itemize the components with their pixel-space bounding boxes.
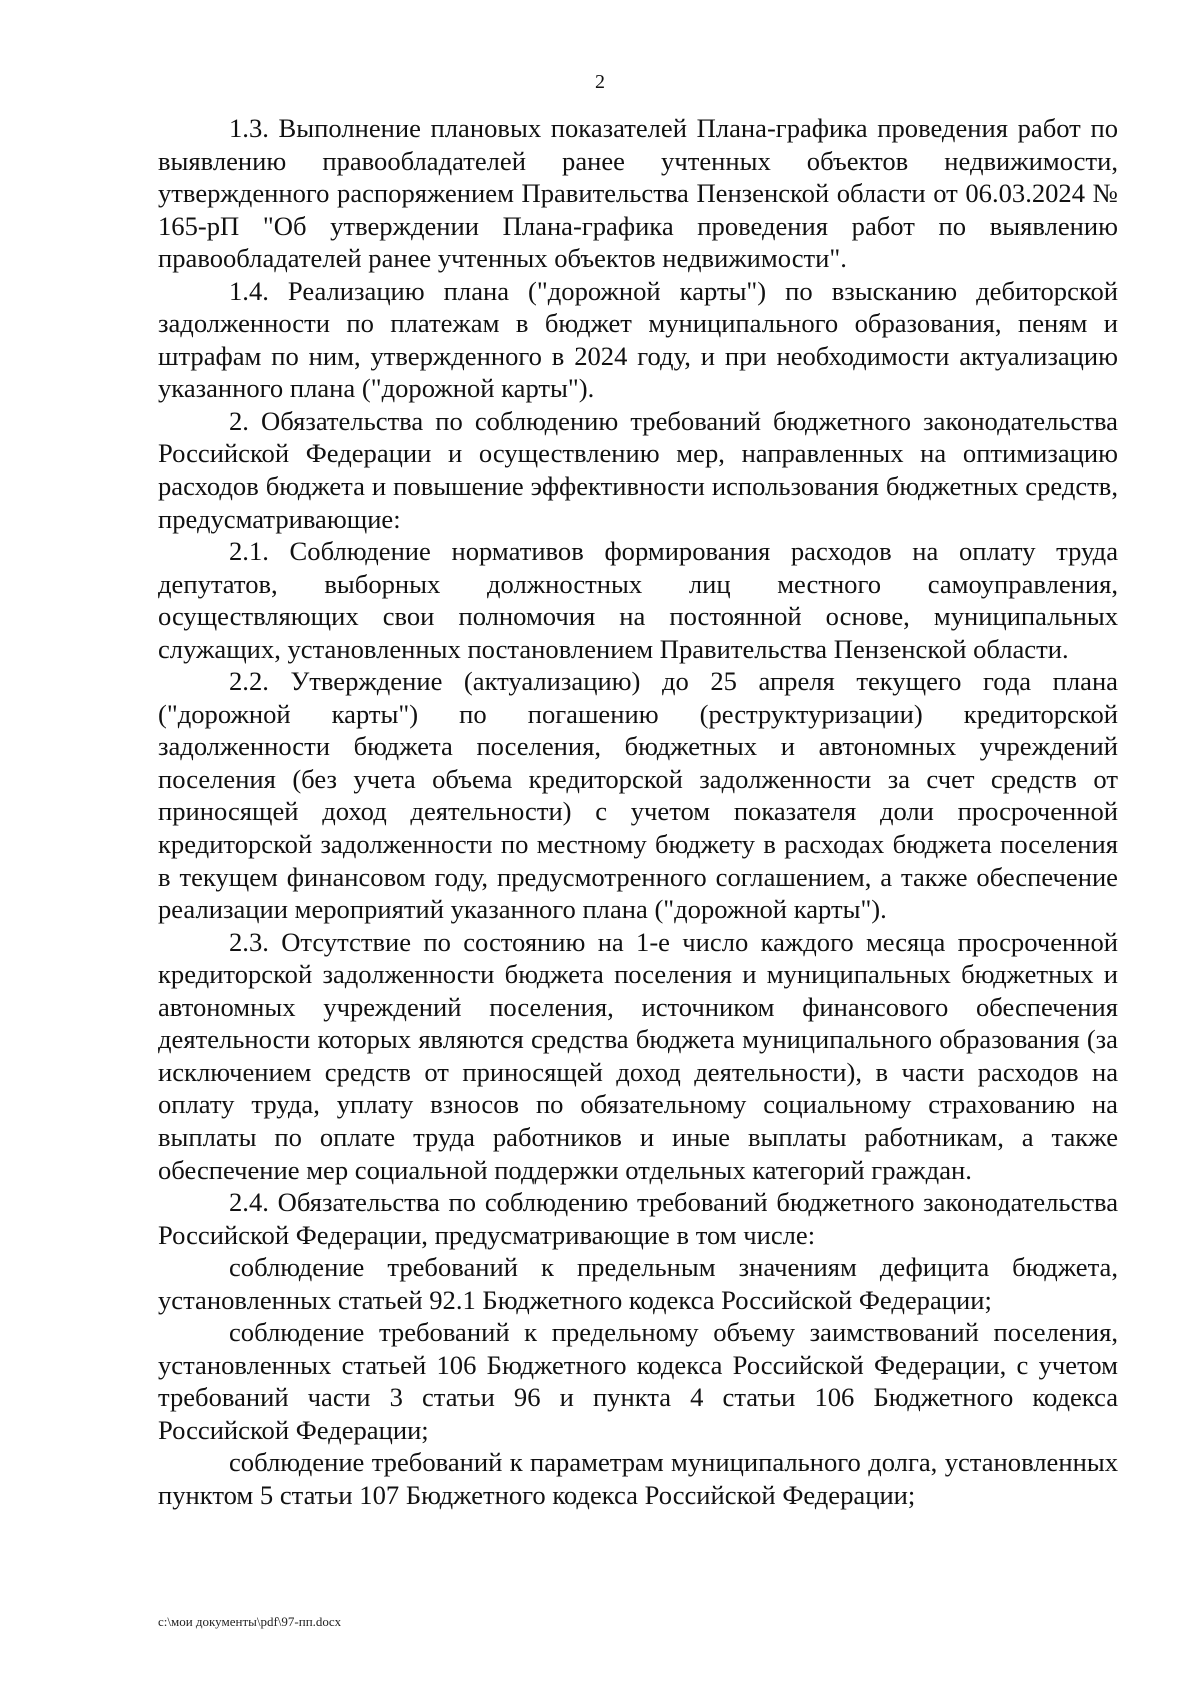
- paragraph-municipal-debt: соблюдение требований к параметрам муниципального долга, установленных пунктом 5 статьи 107 Бюджетного кодекса Российской Федерации;: [158, 1447, 1118, 1510]
- paragraph-2-2: 2.2. Утверждение (актуализацию) до 25 апреля текущего года плана ("дорожной карты") по погашению (реструктуризации) кредиторской задолженности бюджета поселения, бюджетных и автономных учреждений поселения (без учета объема кредиторской задолженности за счет средств от приносящей доход деятельности) с учетом показателя доли просроченной кредиторской задолженности по местному бюджету в расходах бюджета поселения в текущем финансовом году, предусмотренного соглашением, а также обеспечение реализации мероприятий указанного плана ("дорожной карты").: [158, 666, 1118, 925]
- page-number: 2: [595, 71, 605, 93]
- paragraph-1-3: 1.3. Выполнение плановых показателей Плана-графика проведения работ по выявлению правообладателей ранее учтенных объектов недвижимости, утвержденного распоряжением Правительства Пензенской области от 06.03.2024 № 165-рП "Об утверждении Плана-графика проведения работ по выявлению правообладателей ранее учтенных объектов недвижимости".: [158, 113, 1118, 274]
- footer-file-path: c:\мои документы\pdf\97-пп.docx: [158, 1614, 342, 1629]
- document-body: [158, 112, 1118, 1512]
- paragraph-1-4: 1.4. Реализацию плана ("дорожной карты") по взысканию дебиторской задолженности по платежам в бюджет муниципального образования, пеням и штрафам по ним, утвержденного в 2024 году, и при необходимости актуализацию указанного плана ("дорожной карты").: [158, 275, 1118, 404]
- paragraph-2-3: 2.3. Отсутствие по состоянию на 1-е число каждого месяца просроченной кредиторской задолженности бюджета поселения и муниципальных бюджетных и автономных учреждений поселения, источником финансового обеспечения деятельности которых являются средства бюджета муниципального образования (за исключением средств от приносящей доход деятельности), в части расходов на оплату труда, уплату взносов по обязательному социальному страхованию на выплаты по оплате труда работников и иные выплаты работникам, а также обеспечение мер социальной поддержки отдельных категорий граждан.: [158, 926, 1118, 1185]
- paragraph-2-4: 2.4. Обязательства по соблюдению требований бюджетного законодательства Российской Федерации, предусматривающие в том числе:: [158, 1187, 1118, 1250]
- paragraph-borrowing-limits: соблюдение требований к предельному объему заимствований поселения, установленных статьей 106 Бюджетного кодекса Российской Федерации, с учетом требований части 3 статьи 96 и пункта 4 статьи 106 Бюджетного кодекса Российской Федерации;: [158, 1317, 1118, 1445]
- paragraph-2: 2. Обязательства по соблюдению требований бюджетного законодательства Российской Федерации и осуществлению мер, направленных на оптимизацию расходов бюджета и повышение эффективности использования бюджетных средств, предусматривающие:: [158, 405, 1118, 534]
- paragraph-2-1: 2.1. Соблюдение нормативов формирования расходов на оплату труда депутатов, выборных должностных лиц местного самоуправления, осуществляющих свои полномочия на постоянной основе, муниципальных служащих, установленных постановлением Правительства Пензенской области.: [158, 536, 1118, 664]
- paragraph-deficit-limits: соблюдение требований к предельным значениям дефицита бюджета, установленных статьей 92.1 Бюджетного кодекса Российской Федерации;: [158, 1252, 1118, 1315]
